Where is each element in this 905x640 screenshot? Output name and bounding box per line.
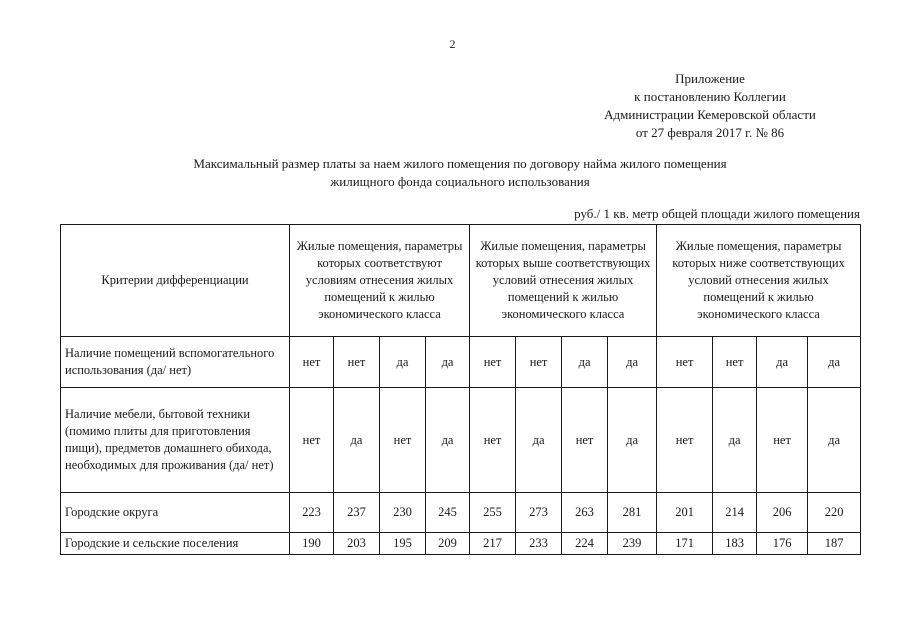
table-cell: нет [470,337,516,388]
appendix-line-4: от 27 февраля 2017 г. № 86 [635,125,785,140]
table-cell: нет [290,337,334,388]
table-cell: нет [757,388,808,493]
table-cell: нет [470,388,516,493]
title-line-1: Максимальный размер платы за наем жилого помещения по договору найма жилого помещения [193,156,727,171]
table-cell: 255 [470,493,516,533]
table-cell: да [334,388,380,493]
header-row [61,225,861,337]
table-cell: нет [562,388,608,493]
table-cell: да [608,337,657,388]
row-criterion: Наличие мебели, бытовой техники (помимо плиты для приготовления пищи), предметов домашнего обихода, необходимых для проживания (да/ нет) [61,388,290,493]
table-cell: нет [713,337,757,388]
table-cell: 223 [290,493,334,533]
appendix-line-3: Администрации Кемеровской области [604,107,816,122]
table-cell: 183 [713,533,757,555]
table-cell: 187 [808,533,861,555]
table-cell: 224 [562,533,608,555]
table-cell: 273 [516,493,562,533]
table-cell: да [562,337,608,388]
group-header-economy: Жилые помещения, параметры которых соответствуют условиям отнесения жилых помещений к жилью экономического класса [290,225,470,337]
table-row [61,533,861,555]
table-cell: нет [334,337,380,388]
table-cell: 209 [426,533,470,555]
table-cell: да [808,388,861,493]
appendix-line-1: Приложение [675,71,745,86]
table-cell: 176 [757,533,808,555]
table-cell: 233 [516,533,562,555]
table-cell: да [713,388,757,493]
table-cell: нет [516,337,562,388]
table-cell: да [380,337,426,388]
table-cell: 263 [562,493,608,533]
units-label: руб./ 1 кв. метр общей площади жилого помещения [574,206,860,221]
table-cell: да [426,337,470,388]
table-cell: да [808,337,861,388]
table-cell: 245 [426,493,470,533]
table-cell: нет [657,388,713,493]
row-criterion: Городские и сельские поселения [61,533,290,555]
table-cell: 195 [380,533,426,555]
table-cell: 281 [608,493,657,533]
table-cell: 171 [657,533,713,555]
table-cell: 206 [757,493,808,533]
table-cell: 237 [334,493,380,533]
table-cell: 201 [657,493,713,533]
table-cell: нет [380,388,426,493]
table-cell: да [608,388,657,493]
document-title [60,155,860,191]
table-cell: 203 [334,533,380,555]
table-row [61,493,861,533]
table-cell: 239 [608,533,657,555]
table-cell: да [757,337,808,388]
group-header-below: Жилые помещения, параметры которых ниже соответствующих условий отнесения жилых помещений к жилью экономического класса [657,225,861,337]
table-cell: 230 [380,493,426,533]
appendix-line-2: к постановлению Коллегии [634,89,786,104]
table-row [61,388,861,493]
title-line-2: жилищного фонда социального использования [330,174,590,189]
table-cell: 214 [713,493,757,533]
appendix-block [560,70,860,142]
table-cell: 220 [808,493,861,533]
group-header-above: Жилые помещения, параметры которых выше соответствующих условий отнесения жилых помещений к жилью экономического класса [470,225,657,337]
table-cell: 190 [290,533,334,555]
table-cell: да [516,388,562,493]
table-cell: 217 [470,533,516,555]
criteria-header: Критерии дифференциации [61,225,290,337]
rent-table [60,224,861,555]
page-number: 2 [449,37,456,51]
table-cell: нет [290,388,334,493]
row-criterion: Наличие помещений вспомогательного использования (да/ нет) [61,337,290,388]
table-row [61,337,861,388]
table-cell: да [426,388,470,493]
table-cell: нет [657,337,713,388]
row-criterion: Городские округа [61,493,290,533]
